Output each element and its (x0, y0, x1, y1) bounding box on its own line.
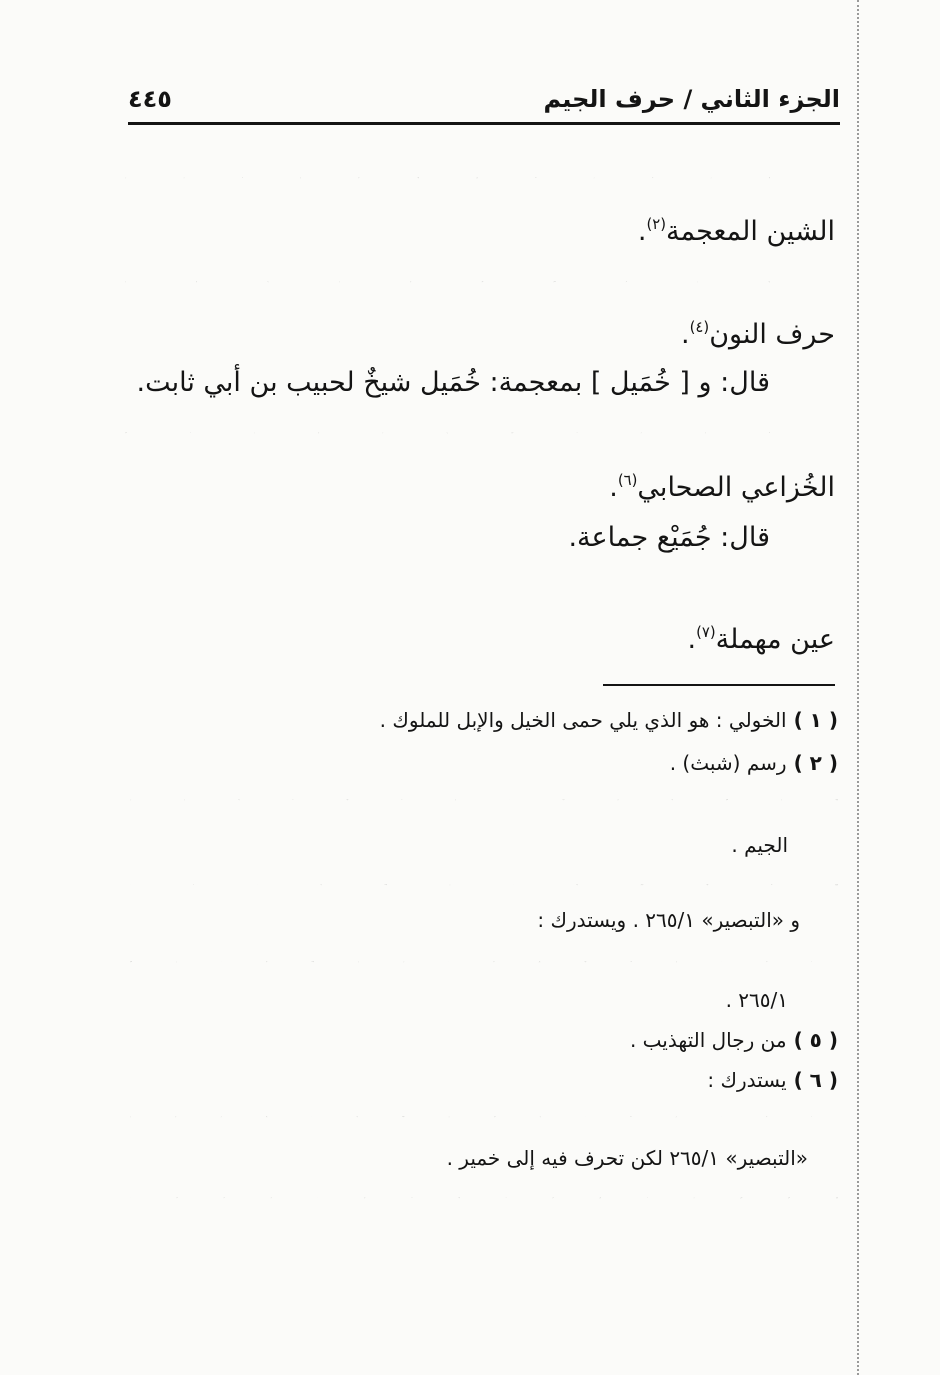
footnote-number: ( ٥ ) (793, 1028, 838, 1052)
footnote-text: الخولي : هو الذي يلي حمى الخيل والإبل للملوك . (379, 708, 787, 732)
footnote-7-line1 (130, 1182, 838, 1214)
footnote-number: ( ٦ ) (793, 1068, 838, 1092)
running-header-title: الجزء الثاني / حرف الجيم (543, 85, 840, 113)
footnote-number (837, 1182, 838, 1214)
footnote-6-addendum-line2: «التبصير» ٢٦٥/١ لكن تحرف فيه إلى خمير . (446, 1146, 808, 1170)
body-p1-line2 (125, 210, 835, 254)
text: . (687, 624, 697, 655)
scan-dotted-edge (857, 0, 859, 1375)
body-p3-line1: قال: و [ خُمَيل ] بمعجمة: خُمَيل شيخٌ لحبيب بن أبي ثابت. (136, 367, 770, 398)
text: . (609, 472, 618, 503)
footnote-separator (603, 684, 835, 686)
footnote-number (837, 784, 838, 816)
footnote-ref-7: (٧) (696, 622, 716, 641)
text: . (637, 216, 647, 247)
page-number: ٤٤٥ (128, 85, 172, 113)
footnote-ref-4: (٤) (689, 317, 710, 336)
body-p1-line1 (125, 156, 770, 200)
footnote-6 (130, 1064, 838, 1096)
text: الخُزاعي الصحابي (637, 472, 835, 503)
text: الشين المعجمة (666, 216, 835, 247)
body-p6-line1 (125, 566, 770, 610)
body-p2-line2 (125, 313, 835, 357)
footnote-text: من رجال التهذيب . (629, 1028, 787, 1052)
body-p6-line2 (125, 618, 835, 662)
footnote-6-addendum-line1 (130, 1101, 812, 1133)
footnote-number (837, 869, 838, 901)
footnote-4-line2: و «التبصير» ٢٦٥/١ . ويستدرك : (537, 908, 800, 932)
text: حرف النون (709, 319, 835, 350)
text: . (681, 319, 690, 350)
footnote-7-line2 (130, 1222, 782, 1254)
body-p4-line2 (125, 466, 835, 510)
footnote-2 (130, 747, 838, 779)
footnote-3-line2: الجيم . (731, 833, 788, 857)
body-p4-line1 (125, 411, 770, 455)
footnote-4-line1 (130, 869, 838, 901)
footnote-ref-2: (٢) (646, 214, 667, 233)
footnote-4-addendum-line1 (130, 946, 812, 978)
body-p5-line1: قال: جُمَيْع جماعة. (568, 522, 770, 553)
footnote-number: ( ٢ ) (793, 751, 838, 775)
footnote-number: ( ١ ) (793, 708, 838, 732)
text: عين مهملة (715, 624, 835, 655)
footnote-text: رسم (شبث) . (669, 751, 787, 775)
footnote-5 (130, 1024, 838, 1056)
header-rule (128, 122, 840, 125)
footnote-ref-6: (٦) (617, 470, 638, 489)
footnote-1 (130, 704, 838, 736)
footnote-3-line1 (130, 784, 838, 816)
body-p2-line1 (125, 260, 770, 304)
footnote-4-addendum-line2: ٢٦٥/١ . (725, 988, 788, 1012)
footnote-text: يستدرك : (707, 1068, 787, 1092)
